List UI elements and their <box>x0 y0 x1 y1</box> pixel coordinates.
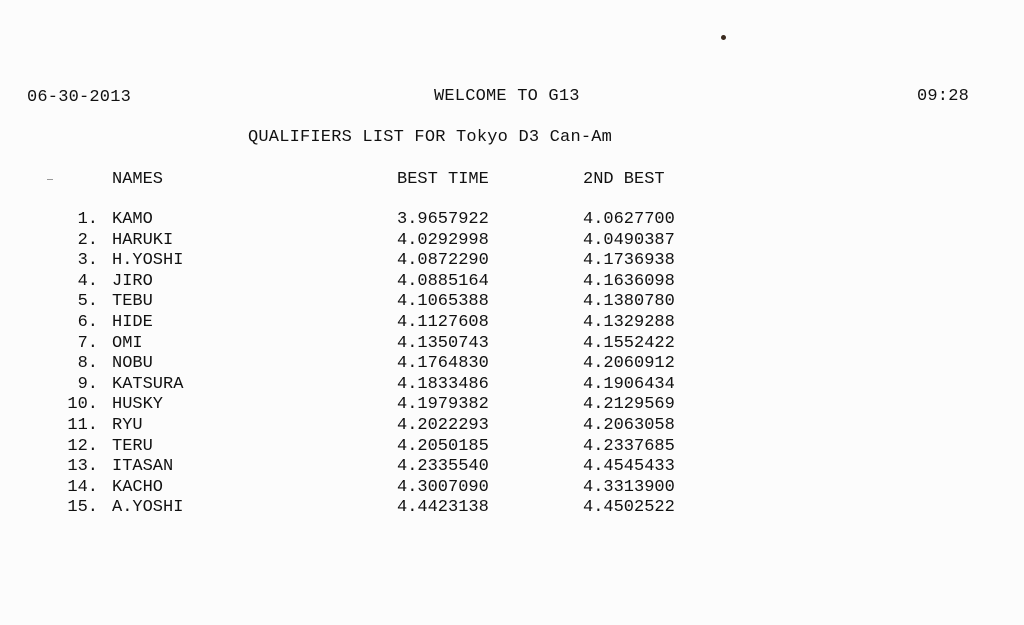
rank: 13. <box>67 457 98 477</box>
table-row <box>0 498 1024 519</box>
rank: 1. <box>77 210 98 229</box>
best-time: 4.1833486 <box>397 374 489 394</box>
table-row <box>0 478 1024 499</box>
second-best: 4.0490387 <box>583 230 675 250</box>
best-time: 4.4423138 <box>397 498 489 518</box>
driver-name: A.YOSHI <box>112 498 184 518</box>
driver-name: KACHO <box>112 477 164 497</box>
best-time: 4.2022293 <box>397 415 489 435</box>
driver-name: NOBU <box>112 354 153 374</box>
best-time: 4.2050185 <box>397 436 489 456</box>
qualifiers-list <box>0 210 1024 519</box>
table-row <box>0 292 1024 313</box>
driver-name: JIRO <box>112 271 153 291</box>
best-time: 4.1979382 <box>397 395 489 415</box>
rank: 3. <box>77 251 98 271</box>
rank: 2. <box>77 230 98 250</box>
driver-name: H.YOSHI <box>112 251 184 271</box>
second-best: 4.4545433 <box>583 457 675 477</box>
rank: 14. <box>67 477 98 497</box>
column-header-second-best: 2ND BEST <box>583 170 665 189</box>
table-row <box>0 375 1024 396</box>
best-time: 4.3007090 <box>397 477 489 497</box>
second-best: 4.2063058 <box>583 415 675 435</box>
rank: 5. <box>77 292 98 312</box>
second-best: 4.1380780 <box>583 292 675 312</box>
driver-name: ITASAN <box>112 457 174 477</box>
rank: 6. <box>77 312 98 332</box>
second-best: 4.1906434 <box>583 374 675 394</box>
column-header-names: NAMES <box>112 170 164 189</box>
best-time: 3.9657922 <box>397 210 489 229</box>
second-best: 4.2060912 <box>583 354 675 374</box>
print-time: 09:28 <box>917 87 970 106</box>
best-time: 4.1350743 <box>397 333 489 353</box>
driver-name: OMI <box>112 333 143 353</box>
driver-name: KAMO <box>112 210 153 229</box>
table-row <box>0 231 1024 252</box>
best-time: 4.0885164 <box>397 271 489 291</box>
stray-mark <box>47 179 53 180</box>
driver-name: TEBU <box>112 292 153 312</box>
table-row <box>0 416 1024 437</box>
table-row <box>0 313 1024 334</box>
driver-name: HUSKY <box>112 395 164 415</box>
rank: 15. <box>67 498 98 518</box>
table-row <box>0 251 1024 272</box>
table-row <box>0 334 1024 355</box>
rank: 8. <box>77 354 98 374</box>
print-date: 06-30-2013 <box>27 88 132 107</box>
driver-name: HARUKI <box>112 230 174 250</box>
driver-name: HIDE <box>112 312 153 332</box>
best-time: 4.1065388 <box>397 292 489 312</box>
best-time: 4.2335540 <box>397 457 489 477</box>
rank: 11. <box>67 415 98 435</box>
table-row <box>0 210 1024 231</box>
table-row <box>0 354 1024 375</box>
best-time: 4.0292998 <box>397 230 489 250</box>
second-best: 4.1736938 <box>583 251 675 271</box>
second-best: 4.0627700 <box>583 210 675 229</box>
driver-name: KATSURA <box>112 374 184 394</box>
rank: 12. <box>67 436 98 456</box>
second-best: 4.4502522 <box>583 498 675 518</box>
rank: 7. <box>77 333 98 353</box>
second-best: 4.3313900 <box>583 477 675 497</box>
page-title: WELCOME TO G13 <box>434 87 580 106</box>
second-best: 4.1636098 <box>583 271 675 291</box>
driver-name: RYU <box>112 415 143 435</box>
column-header-best-time: BEST TIME <box>397 170 489 189</box>
second-best: 4.2129569 <box>583 395 675 415</box>
second-best: 4.1552422 <box>583 333 675 353</box>
driver-name: TERU <box>112 436 153 456</box>
second-best: 4.1329288 <box>583 312 675 332</box>
rank: 9. <box>77 374 98 394</box>
best-time: 4.1764830 <box>397 354 489 374</box>
rank: 10. <box>67 395 98 415</box>
table-row <box>0 272 1024 293</box>
best-time: 4.0872290 <box>397 251 489 271</box>
best-time: 4.1127608 <box>397 312 489 332</box>
table-row <box>0 457 1024 478</box>
rank: 4. <box>77 271 98 291</box>
second-best: 4.2337685 <box>583 436 675 456</box>
table-row <box>0 437 1024 458</box>
table-row <box>0 395 1024 416</box>
ink-speck <box>721 35 726 40</box>
list-subtitle: QUALIFIERS LIST FOR Tokyo D3 Can-Am <box>248 128 613 147</box>
